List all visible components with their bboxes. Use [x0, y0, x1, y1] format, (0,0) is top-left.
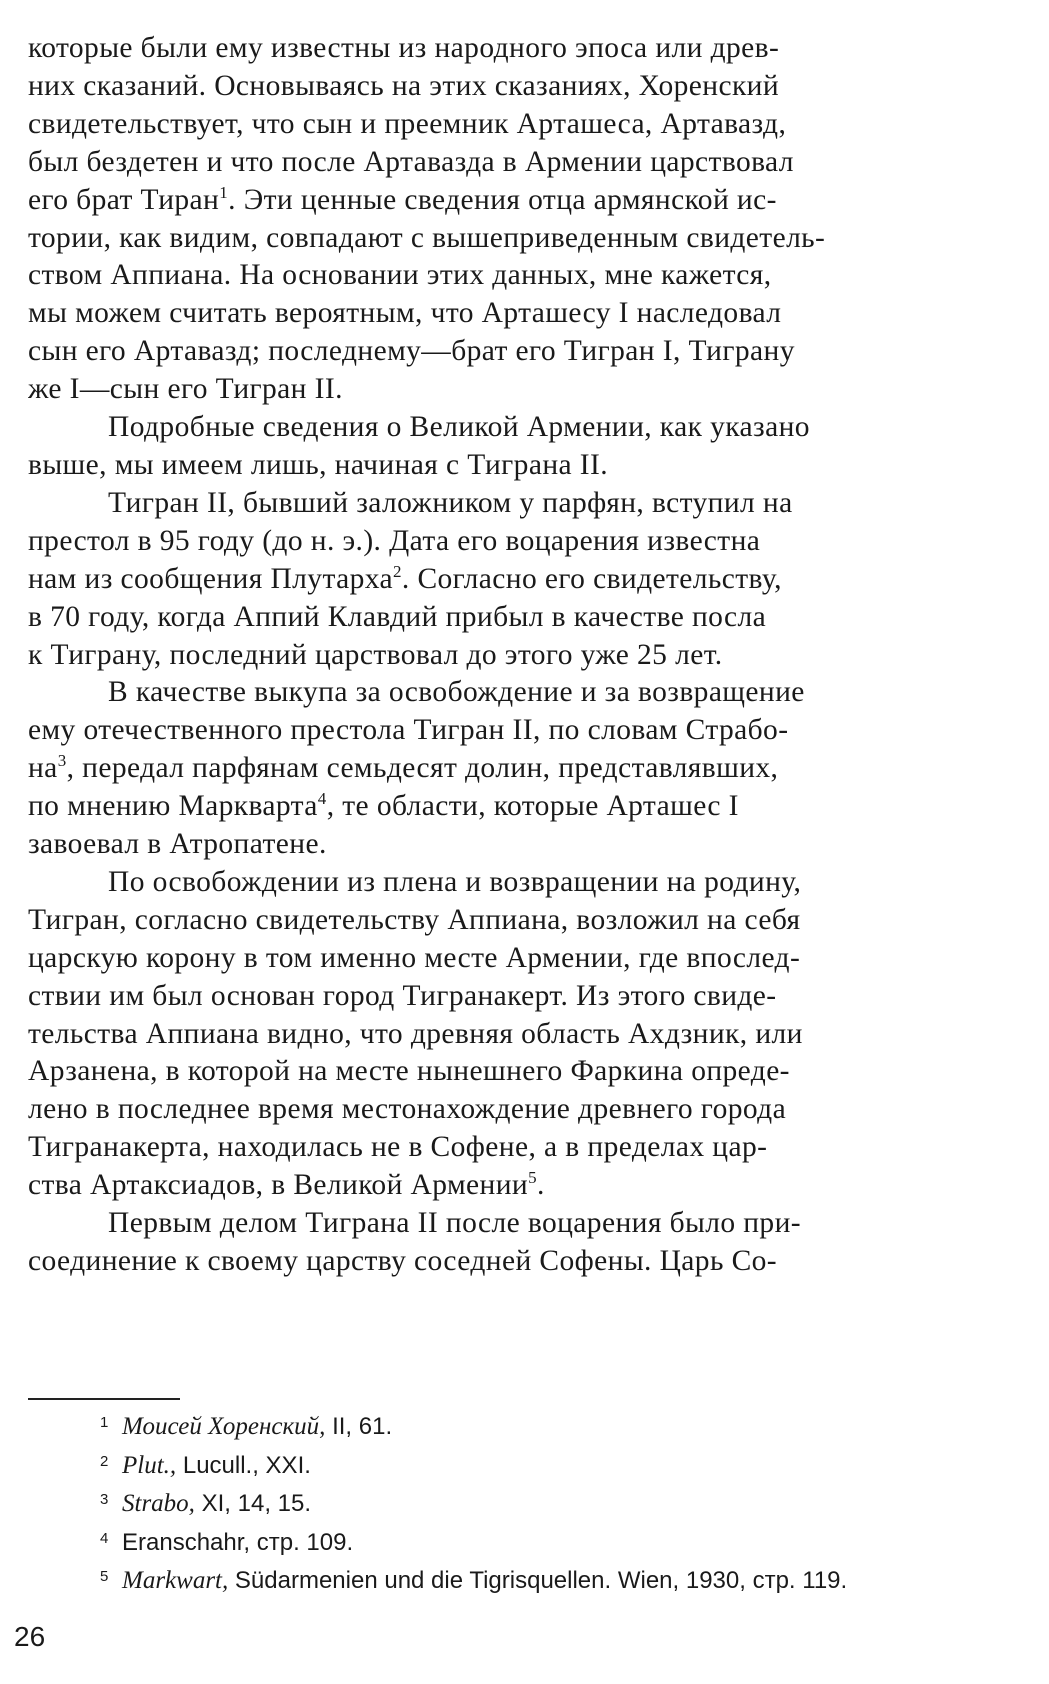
- footnote-ref: 1: [219, 182, 229, 202]
- text-line: тельства Аппиана видно, что древняя область Ахдзник, или: [28, 1017, 803, 1050]
- footnote-ref: 2: [393, 561, 402, 581]
- text-segment: , передал парфянам семьдесят долин, представлявших,: [66, 752, 779, 785]
- footnote-text: XI, 14, 15.: [194, 1490, 312, 1517]
- footnote-text: Eranschahr, стр. 109.: [122, 1528, 354, 1556]
- footnote-ref: 4: [317, 789, 327, 809]
- footnote-author: Strabo,: [122, 1490, 195, 1517]
- footnote-author: Моисей Хоренский,: [122, 1413, 326, 1440]
- text-line: ством Аппиана. На основании этих данных, мне кажется,: [28, 259, 772, 292]
- text-segment: , те области, которые Арташес I: [326, 790, 739, 823]
- text-line: свидетельствует, что сын и преемник Арташеса, Артавазд,: [28, 107, 787, 140]
- text-line: выше, мы имеем лишь, начиная с Тиграна II.: [28, 448, 608, 481]
- text-segment: его брат Тиран: [28, 183, 220, 216]
- footnote-divider: [28, 1398, 180, 1400]
- footnote-author: Markwart,: [122, 1567, 229, 1594]
- footnote-number: 3: [100, 1491, 109, 1508]
- text-line: к Тиграну, последний царствовал до этого уже 25 лет.: [28, 638, 723, 671]
- footnote-text: Südarmenien und die Tigrisquellen. Wien, 1930, стр. 119.: [228, 1567, 848, 1594]
- footnote: [100, 1560, 847, 1599]
- text-line: лено в последнее время местонахождение древнего города: [28, 1093, 787, 1126]
- text-line: них сказаний. Основываясь на этих сказаниях, Хоренский: [28, 69, 780, 102]
- text-line: которые были ему известны из народного эпоса или древ-: [28, 32, 780, 64]
- text-line: соединение к своему царству соседней Софены. Царь Со-: [28, 1245, 778, 1277]
- main-text: [28, 30, 1028, 1281]
- text-segment: .: [536, 1169, 545, 1202]
- text-line: сын его Артавазд; последнему—брат его Тигран I, Тиграну: [28, 335, 795, 368]
- footnote-text: Lucull., XXI.: [176, 1451, 311, 1479]
- text-line: В качестве выкупа за освобождение и за возвращение: [108, 676, 805, 709]
- paragraph: [28, 485, 1028, 675]
- footnote-ref: 3: [57, 751, 67, 771]
- footnote-number: 5: [100, 1568, 109, 1585]
- text-line: царскую корону в том именно месте Армении, где впослед-: [28, 941, 801, 974]
- text-line: Первым делом Тиграна II после воцарения было при-: [108, 1207, 801, 1240]
- text-line: По освобождении из плена и возвращении на родину,: [108, 865, 802, 898]
- text-line: завоевал в Атропатене.: [28, 828, 327, 861]
- paragraph: [28, 674, 1028, 864]
- text-line: Тигранакерта, находилась не в Софене, а в пределах цар-: [28, 1131, 768, 1164]
- text-line: престол в 95 году (до н. э.). Дата его воцарения известна: [28, 524, 761, 557]
- paragraph: [28, 409, 1028, 485]
- text-line: [28, 182, 1028, 220]
- text-segment: на: [28, 752, 58, 785]
- text-line: ему отечественного престола Тигран II, по словам Страбо-: [28, 714, 789, 747]
- text-line: [28, 1167, 1028, 1205]
- footnote-number: 4: [100, 1529, 109, 1547]
- paragraph: [28, 864, 1028, 1205]
- footnote-author: Plut.,: [122, 1451, 177, 1479]
- text-line: был бездетен и что после Артавазда в Армении царствовал: [28, 145, 794, 178]
- footnote-number: 1: [100, 1414, 109, 1431]
- paragraph: [28, 30, 1028, 409]
- page-number: 26: [14, 1621, 46, 1652]
- page-body: [28, 30, 1028, 1281]
- text-line: Арзанена, в которой на месте нынешнего Фаркина опреде-: [28, 1055, 790, 1088]
- text-line: [28, 788, 1028, 826]
- text-line: же I—сын его Тигран II.: [28, 373, 343, 406]
- footnote-text: II, 61.: [325, 1413, 393, 1440]
- footnote: [100, 1483, 847, 1522]
- text-line: Тигран, согласно свидетельству Аппиана, возложил на себя: [28, 903, 801, 936]
- text-line: ствии им был основан город Тигранакерт. Из этого свиде-: [28, 979, 777, 1012]
- text-line: [28, 561, 1028, 599]
- text-line: Тигран II, бывший заложником у парфян, вступил на: [108, 486, 793, 519]
- text-segment: . Эти ценные сведения отца армянской ис-: [228, 183, 777, 216]
- footnote: [100, 1522, 847, 1561]
- footnotes: [100, 1406, 847, 1599]
- text-segment: нам из сообщения Плутарха: [28, 562, 393, 595]
- text-segment: . Согласно его свидетельству,: [401, 562, 782, 595]
- text-line: мы можем считать вероятным, что Арташесу I наследовал: [28, 297, 782, 330]
- text-segment: ства Артаксиадов, в Великой Армении: [28, 1169, 529, 1202]
- footnote-ref: 5: [528, 1168, 537, 1188]
- text-line: тории, как видим, совпадают с вышеприведенным свидетель-: [28, 221, 826, 254]
- text-segment: по мнению Маркварта: [28, 790, 318, 823]
- text-line: Подробные сведения о Великой Армении, как указано: [108, 411, 810, 444]
- text-line: в 70 году, когда Аппий Клавдий прибыл в качестве посла: [28, 600, 767, 633]
- text-line: [28, 750, 1028, 788]
- footnote: [100, 1445, 847, 1484]
- footnote: [100, 1406, 847, 1445]
- footnote-number: 2: [100, 1452, 109, 1470]
- paragraph: [28, 1205, 1028, 1281]
